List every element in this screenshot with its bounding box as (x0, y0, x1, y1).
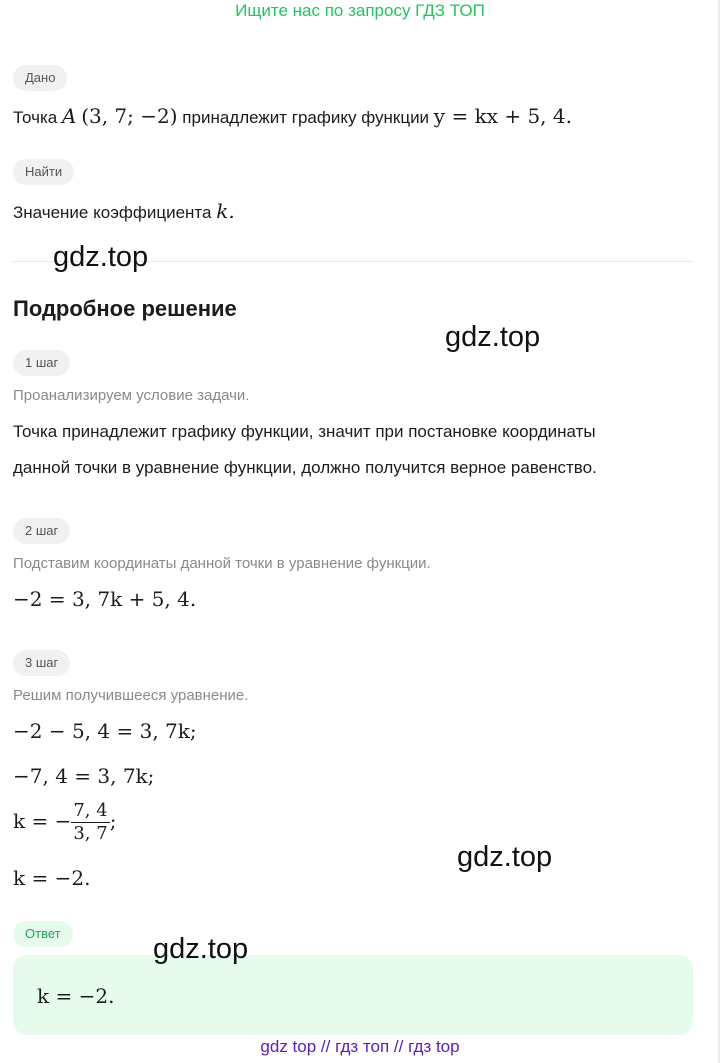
watermark-2: gdz.top (445, 321, 541, 353)
point-name: A (62, 104, 77, 128)
step-3-eq-4: k = −2. (13, 866, 91, 890)
footer-links: gdz top // гдз топ // гдз top (260, 1037, 460, 1056)
step-1-line-2: данной точки в уравнение функции, должно получится верное равенство. (13, 458, 597, 477)
eq-3-prefix: k = − (13, 809, 72, 833)
fraction-numerator: 7, 4 (73, 800, 108, 821)
given-text (13, 104, 572, 130)
watermark-1: gdz.top (53, 241, 149, 273)
step-1-line-1: Точка принадлежит графику функции, значит при постановке координаты (13, 422, 596, 441)
step-3-hint: Решим получившееся уравнение. (13, 687, 249, 704)
step-3-eq-3 (13, 800, 116, 845)
watermark-4: gdz.top (153, 933, 249, 965)
function-formula: y = kx + 5, 4. (433, 104, 572, 128)
search-banner: Ищите нас по запросу ГДЗ ТОП (235, 1, 485, 20)
step-1-hint: Проанализируем условие задачи. (13, 387, 250, 404)
find-prefix: Значение коэффициента (13, 203, 212, 222)
step-2-hint: Подставим координаты данной точки в уравнение функции. (13, 555, 431, 572)
step-2-label: 2 шаг (13, 518, 70, 544)
eq-3-suffix: ; (109, 809, 117, 833)
step-1-label: 1 шаг (13, 350, 70, 376)
find-variable: k. (216, 199, 235, 223)
step-3-eq-1: −2 − 5, 4 = 3, 7k; (13, 719, 197, 743)
find-text (13, 199, 235, 225)
answer-value: k = −2. (37, 984, 115, 1008)
step-2-equation: −2 = 3, 7k + 5, 4. (13, 587, 197, 611)
find-label: Найти (13, 159, 74, 185)
point-coords: (3, 7; −2) (81, 104, 178, 128)
answer-box (13, 955, 693, 1035)
step-3-label: 3 шаг (13, 650, 70, 676)
answer-label: Ответ (13, 921, 73, 947)
given-mid: принадлежит графику функции (182, 108, 430, 127)
step-3-eq-2: −7, 4 = 3, 7k; (13, 764, 155, 788)
watermark-3: gdz.top (457, 841, 553, 873)
given-label: Дано (13, 65, 67, 91)
solution-heading: Подробное решение (13, 296, 237, 321)
given-prefix: Точка (13, 108, 58, 127)
fraction (71, 800, 109, 845)
fraction-denominator: 3, 7 (73, 823, 108, 844)
